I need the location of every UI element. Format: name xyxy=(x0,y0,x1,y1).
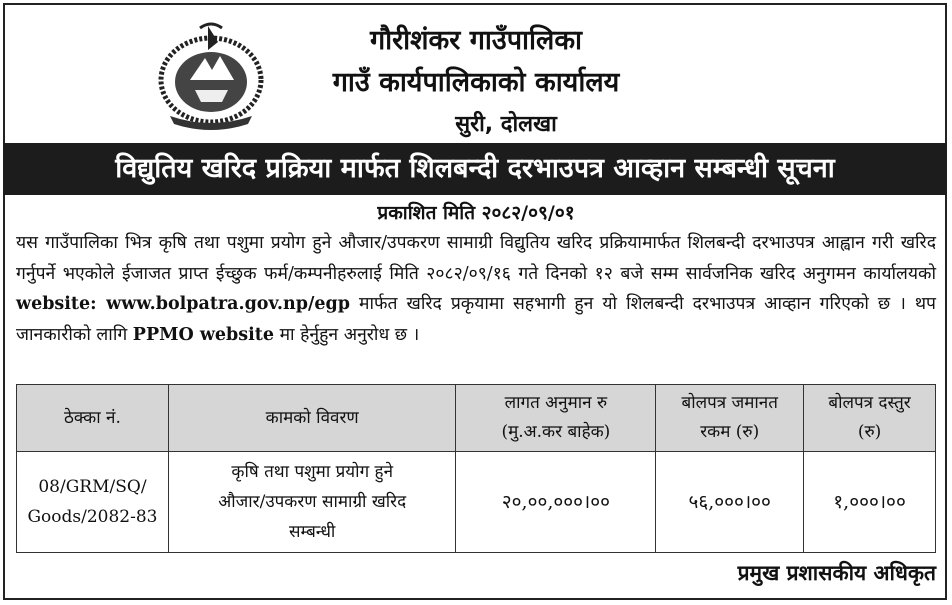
body-text-3: मा हेर्नुहुन अनुरोध छ । xyxy=(279,324,420,345)
signatory-title: प्रमुख प्रशासकीय अधिकृत xyxy=(737,561,936,585)
notice-body xyxy=(16,228,936,350)
cell-cost-estimate: २०,००,०००।०० xyxy=(456,452,656,553)
body-text-1: यस गाउँपालिका भित्र कृषि तथा पशुमा प्रयोग हुने औजार/उपकरण सामाग्री विद्युतिय खरिद प्रक्रियामार्फत शिलबन्दी दरभाउपत्र आह्वान गरी खरिद गर्नुपर्ने भएकोले ईजाजत प्राप्त ईच्छुक फर्म/कम्पनीहरुलाई मिति २०८२/०९/१६ गते दिनको १२ बजे सम्म सार्वजनिक खरिद अनुगमन कार्यालयको xyxy=(16,233,936,284)
header-description: कामको विवरण xyxy=(168,385,456,452)
office-location: सुरी, दोलखा xyxy=(455,112,557,137)
cell-description: कृषि तथा पशुमा प्रयोग हुने औजार/उपकरण सामाग्री खरिद सम्बन्धी xyxy=(168,452,456,553)
cell-contract-no: 08/GRM/SQ/ Goods/2082-83 xyxy=(17,452,169,553)
notice-title-banner: विद्युतिय खरिद प्रक्रिया मार्फत शिलबन्दी दरभाउपत्र आव्हान सम्बन्धी सूचना xyxy=(3,143,947,195)
header-contract-no: ठेक्का नं. xyxy=(17,385,169,452)
cell-bid-fee: १,०००।०० xyxy=(804,452,936,553)
office-name: गाउँ कार्यपालिकाको कार्यालय xyxy=(332,67,620,98)
header-bid-fee: बोलपत्र दस्तुर (रु) xyxy=(804,385,936,452)
table-header-row xyxy=(17,385,936,452)
cell-bid-security: ५६,०००।०० xyxy=(656,452,804,553)
municipality-name: गौरीशंकर गाउँपालिका xyxy=(369,25,583,56)
website-link[interactable]: website: www.bolpatra.gov.np/egp xyxy=(16,294,350,314)
header-cost-estimate: लागत अनुमान रु (मु.अ.कर बाहेक) xyxy=(456,385,656,452)
published-date: प्रकाशित मिति २०८२/०९/०१ xyxy=(377,202,575,224)
body-text-2: मार्फत खरिद प्रकृयामा सहभागी हुन यो शिलबन्दी दरभाउपत्र आव्हान गरिएको छ । थप जानकारीको लागि xyxy=(16,294,936,345)
tender-table xyxy=(16,384,936,553)
header-bid-security: बोलपत्र जमानत रकम (रु) xyxy=(656,385,804,452)
ppmo-website: PPMO website xyxy=(132,324,274,345)
table-row xyxy=(17,452,936,553)
